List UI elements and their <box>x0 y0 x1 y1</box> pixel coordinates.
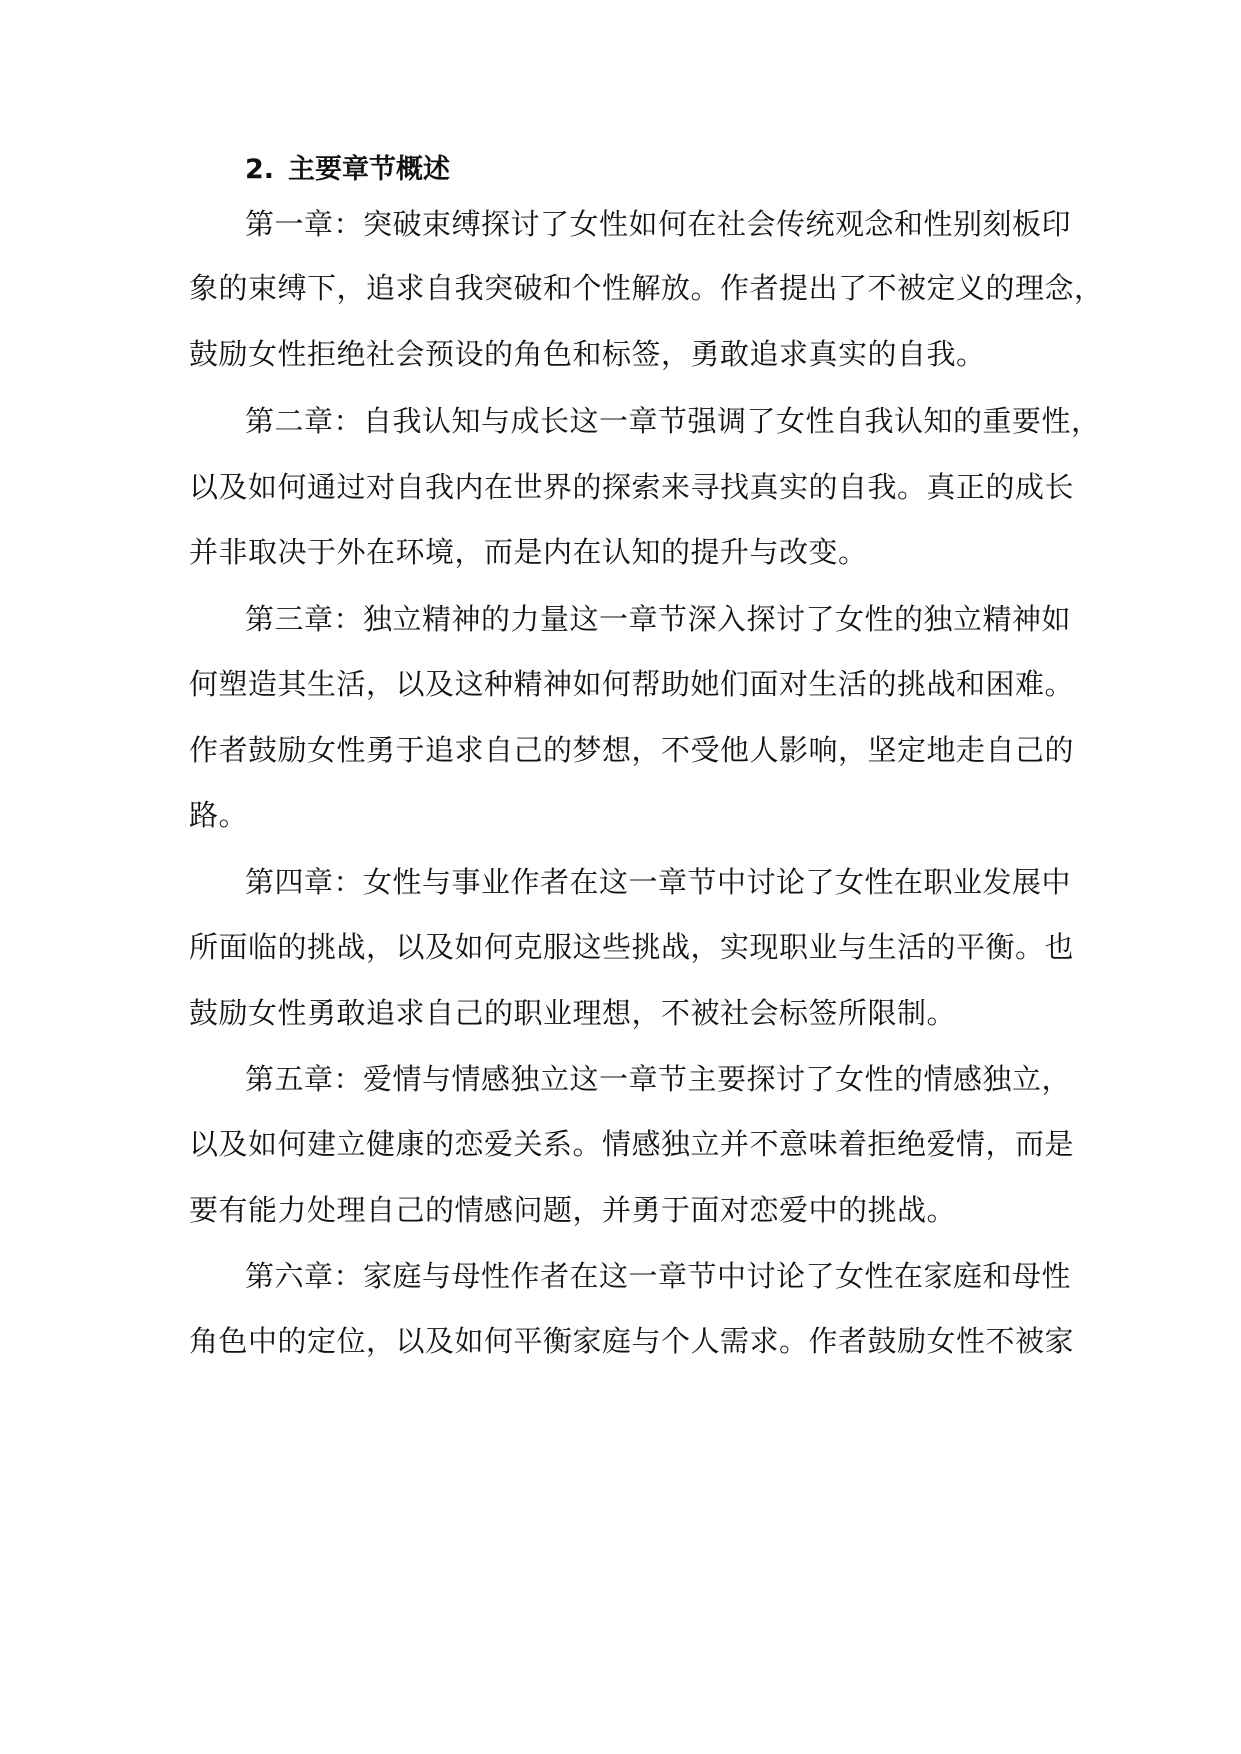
paragraph-line: 鼓励女性拒绝社会预设的角色和标签，勇敢追求真实的自我。 <box>189 337 986 371</box>
paragraph-line: 角色中的定位，以及如何平衡家庭与个人需求。作者鼓励女性不被家 <box>189 1324 1075 1358</box>
section-heading <box>245 150 450 190</box>
paragraph-line: 要有能力处理自己的情感问题，并勇于面对恋爱中的挑战。 <box>189 1193 957 1227</box>
paragraph-line: 以及如何通过对自我内在世界的探索来寻找真实的自我。真正的成长 <box>189 470 1075 504</box>
paragraph-line: 鼓励女性勇敢追求自己的职业理想，不被社会标签所限制。 <box>189 996 957 1030</box>
section-number: 2. <box>245 154 275 185</box>
paragraph-line: 何塑造其生活，以及这种精神如何帮助她们面对生活的挑战和困难。 <box>189 667 1075 701</box>
paragraph-line: 作者鼓励女性勇于追求自己的梦想，不受他人影响，坚定地走自己的 <box>189 733 1075 767</box>
paragraph-line: 第五章：爱情与情感独立这一章节主要探讨了女性的情感独立， <box>245 1062 1072 1096</box>
paragraph-line: 路。 <box>189 798 249 832</box>
paragraph-line: 第四章：女性与事业作者在这一章节中讨论了女性在职业发展中 <box>245 865 1072 899</box>
paragraph-line: 所面临的挑战，以及如何克服这些挑战，实现职业与生活的平衡。也 <box>189 930 1075 964</box>
section-title: 主要章节概述 <box>288 154 451 185</box>
paragraph-line: 第三章：独立精神的力量这一章节深入探讨了女性的独立精神如 <box>245 602 1072 636</box>
paragraph-line: 第一章：突破束缚探讨了女性如何在社会传统观念和性别刻板印 <box>245 207 1072 241</box>
paragraph-line: 第二章：自我认知与成长这一章节强调了女性自我认知的重要性， <box>245 404 1101 438</box>
paragraph-line: 象的束缚下，追求自我突破和个性解放。作者提出了不被定义的理念， <box>189 271 1104 305</box>
paragraph-line: 第六章：家庭与母性作者在这一章节中讨论了女性在家庭和母性 <box>245 1259 1072 1293</box>
paragraph-line: 并非取决于外在环境，而是内在认知的提升与改变。 <box>189 535 868 569</box>
paragraph-line: 以及如何建立健康的恋爱关系。情感独立并不意味着拒绝爱情，而是 <box>189 1127 1075 1161</box>
